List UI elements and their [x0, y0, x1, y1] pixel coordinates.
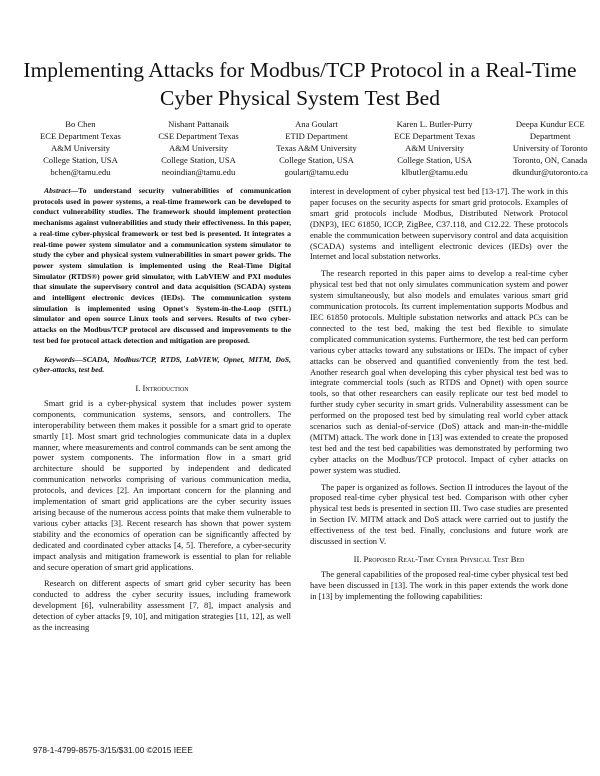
abstract [33, 186, 291, 347]
body-paragraph: interest in development of cyber physical test bed [13-17]. The work in this paper focuses on the security aspects for smart grid protocols. Examples of smart grid protocols include Modbus, Distributed Network Protocol (DNP3), IEC 61850, ICCP, ZigBee, C37.118, and C12.22. These protocols enable the communication between supervisory control and data acquisition (SCADA) systems and intelligent electronic devices (IEDs) over the Internet and local substation networks. [310, 186, 568, 262]
author-institution: A&M University [405, 143, 465, 154]
body-paragraph: The research reported in this paper aims to develop a real-time cyber physical test bed that not only simulates communication system and power system simultaneously, but also models and emulates various smart grid communication protocols. Its current implementation supports Modbus and IEC 61850 protocols. Multiple substation networks and attack PCs can be connected to the test bed, making the test bed flexible to simulate complicated communication systems. Furthermore, the test bed can perform various cyber attacks toward any substations or IEDs. The impact of cyber attacks can be observed and quantified conveniently from the test bed. Another research goal when developing this cyber physical test bed was to integrate commercial tools (such as RTDS and Opnet) with open source tools, so that other researchers can easily replicate our test bed model to further study cyber security in smart grids. Vulnerability assessment can be performed on the proposed test bed by simulating real world cyber attack scenarios such as denial-of-service (DoS) attack and man-in-the-middle (MITM) attack. The work done in [13] was extended to create the proposed test bed and the test bed capabilities was demonstrated by performing two cyber attacks on the Modbus/TCP protocol. Impact of cyber attacks on power system was studied. [310, 268, 568, 475]
left-column [33, 186, 291, 639]
body-paragraph: Research on different aspects of smart grid cyber security has been conducted to address the cyber security issues, including framework development [6], vulnerability assessment [7, 8], impact analysis and detection of cyber attacks [9, 10], and mitigation strategies [11, 12], as well as the increasing [33, 578, 291, 633]
author-email: dkundur@utoronto.ca [512, 167, 588, 178]
body-paragraph: The general capabilities of the proposed real-time cyber physical test bed have been discussed in [13]. The work in this paper extends the work done in [13] by implementing the following capabilities: [310, 569, 568, 601]
section-heading [33, 382, 291, 394]
author-department: Department [529, 131, 571, 142]
section-title: Introduction [142, 382, 189, 393]
author-department: ECE Department Texas [394, 131, 476, 142]
author-name: Ana Goulart [295, 119, 338, 129]
author-location: Toronto, ON, Canada [513, 155, 588, 166]
abstract-text: To understand security vulnerabilities of communication protocols used in power systems, a real-time framework can be developed to conduct vulnerability studies. The framework should implement protection mechanisms against vulnerabilities and study their effectiveness. In this paper, a real-time cyber-physical framework or test bed is presented. It integrates a real-time power system simulator and a communication system simulator to study the cyber and physical system vulnerabilities in smart power grids. The power system simulation is implemented using the Real-Time Digital Simulator (RTDS®) power grid simulator, with LabVIEW and PXI modules that simulate the supervisory control and data acquisition (SCADA) system and intelligent electronic devices (IEDs). The communication system simulation is implemented using Opnet's System-in-the-Loop (SITL) simulator and open source Linux tools and servers. Results of two cyber-attacks on the Modbus/TCP protocol are discussed and improvements to the test bed for protocol attack detection and mitigation are proposed. [33, 186, 291, 345]
paper-title: Implementing Attacks for Modbus/TCP Protocol in a Real-Time Cyber Physical System Test Bed [23, 58, 577, 110]
author-location: College Station, USA [43, 155, 118, 166]
abstract-label: Abstract— [44, 186, 79, 195]
author-institution: A&M University [169, 143, 228, 154]
author-block [276, 118, 357, 178]
author-location: College Station, USA [279, 155, 354, 166]
author-name: Deepa Kundur ECE [515, 119, 585, 129]
author-institution: Texas A&M University [276, 143, 357, 154]
author-name: Bo Chen [65, 119, 96, 129]
right-column [310, 186, 568, 608]
author-institution: University of Toronto [512, 143, 588, 154]
keywords: Keywords—SCADA, Modbus/TCP, RTDS, LabVIEW, Opnet, MITM, DoS, cyber-attacks, test bed. [33, 354, 291, 375]
section-title: Proposed Real-Time Cyber Physical Test Bed [363, 554, 525, 564]
author-department: ECE Department Texas [40, 131, 121, 142]
author-email: goulart@tamu.edu [284, 167, 349, 178]
author-location: College Station, USA [397, 155, 472, 166]
author-email: neoindian@tamu.edu [161, 167, 236, 178]
author-email: bchen@tamu.edu [50, 167, 111, 178]
author-name: Karen L. Butler-Purry [396, 119, 473, 129]
author-department: CSE Department Texas [158, 131, 239, 142]
body-paragraph: The paper is organized as follows. Section II introduces the layout of the proposed real-time cyber physical test bed. Comparison with other cyber physical test beds is presented in section III. Two case studies are presented in Section IV. MITM attack and DoS attack were carried out to justify the effectiveness of the test bed. Finally, conclusions and future work are discussed in section V. [310, 481, 568, 547]
section-number: I. [135, 382, 141, 393]
section-number: II. [353, 554, 362, 564]
copyright-footer: 978-1-4799-8575-3/15/$31.00 ©2015 IEEE [33, 745, 193, 755]
author-block [40, 118, 121, 178]
author-institution: A&M University [50, 143, 110, 154]
author-list [40, 118, 588, 178]
author-block [158, 118, 238, 178]
author-block [512, 118, 587, 178]
body-paragraph: Smart grid is a cyber-physical system that includes power system components, communication systems, sensors, and controllers. The interoperability between them makes it possible for a smart grid to operate smartly [1]. Most smart grid technologies communicate data in a duplex manner, where measurements and control commands can be sent among the power system components. The information flow in a smart grid architecture should be supported by independent and dedicated communication networks comprising of various communication media, protocols, and devices [2]. An important concern for the planning and implementation of smart grid applications are the cyber security issues arising because of the numerous access points that make them vulnerable to various cyber attacks [3]. Recent research has shown that power system stability and the economics of operation can be significantly affected by dedicated and coordinated cyber attacks [4, 5]. Therefore, a cyber-security impact analysis and mitigation framework is essential to plan for reliable and secure operation of smart grid applications. [33, 397, 291, 572]
author-name: Nishant Pattanaik [168, 119, 229, 129]
author-email: klbutler@tamu.edu [401, 167, 468, 178]
section-heading [310, 553, 568, 565]
author-location: College Station, USA [161, 155, 236, 166]
author-department: ETID Department [285, 131, 348, 142]
author-block [394, 118, 475, 178]
